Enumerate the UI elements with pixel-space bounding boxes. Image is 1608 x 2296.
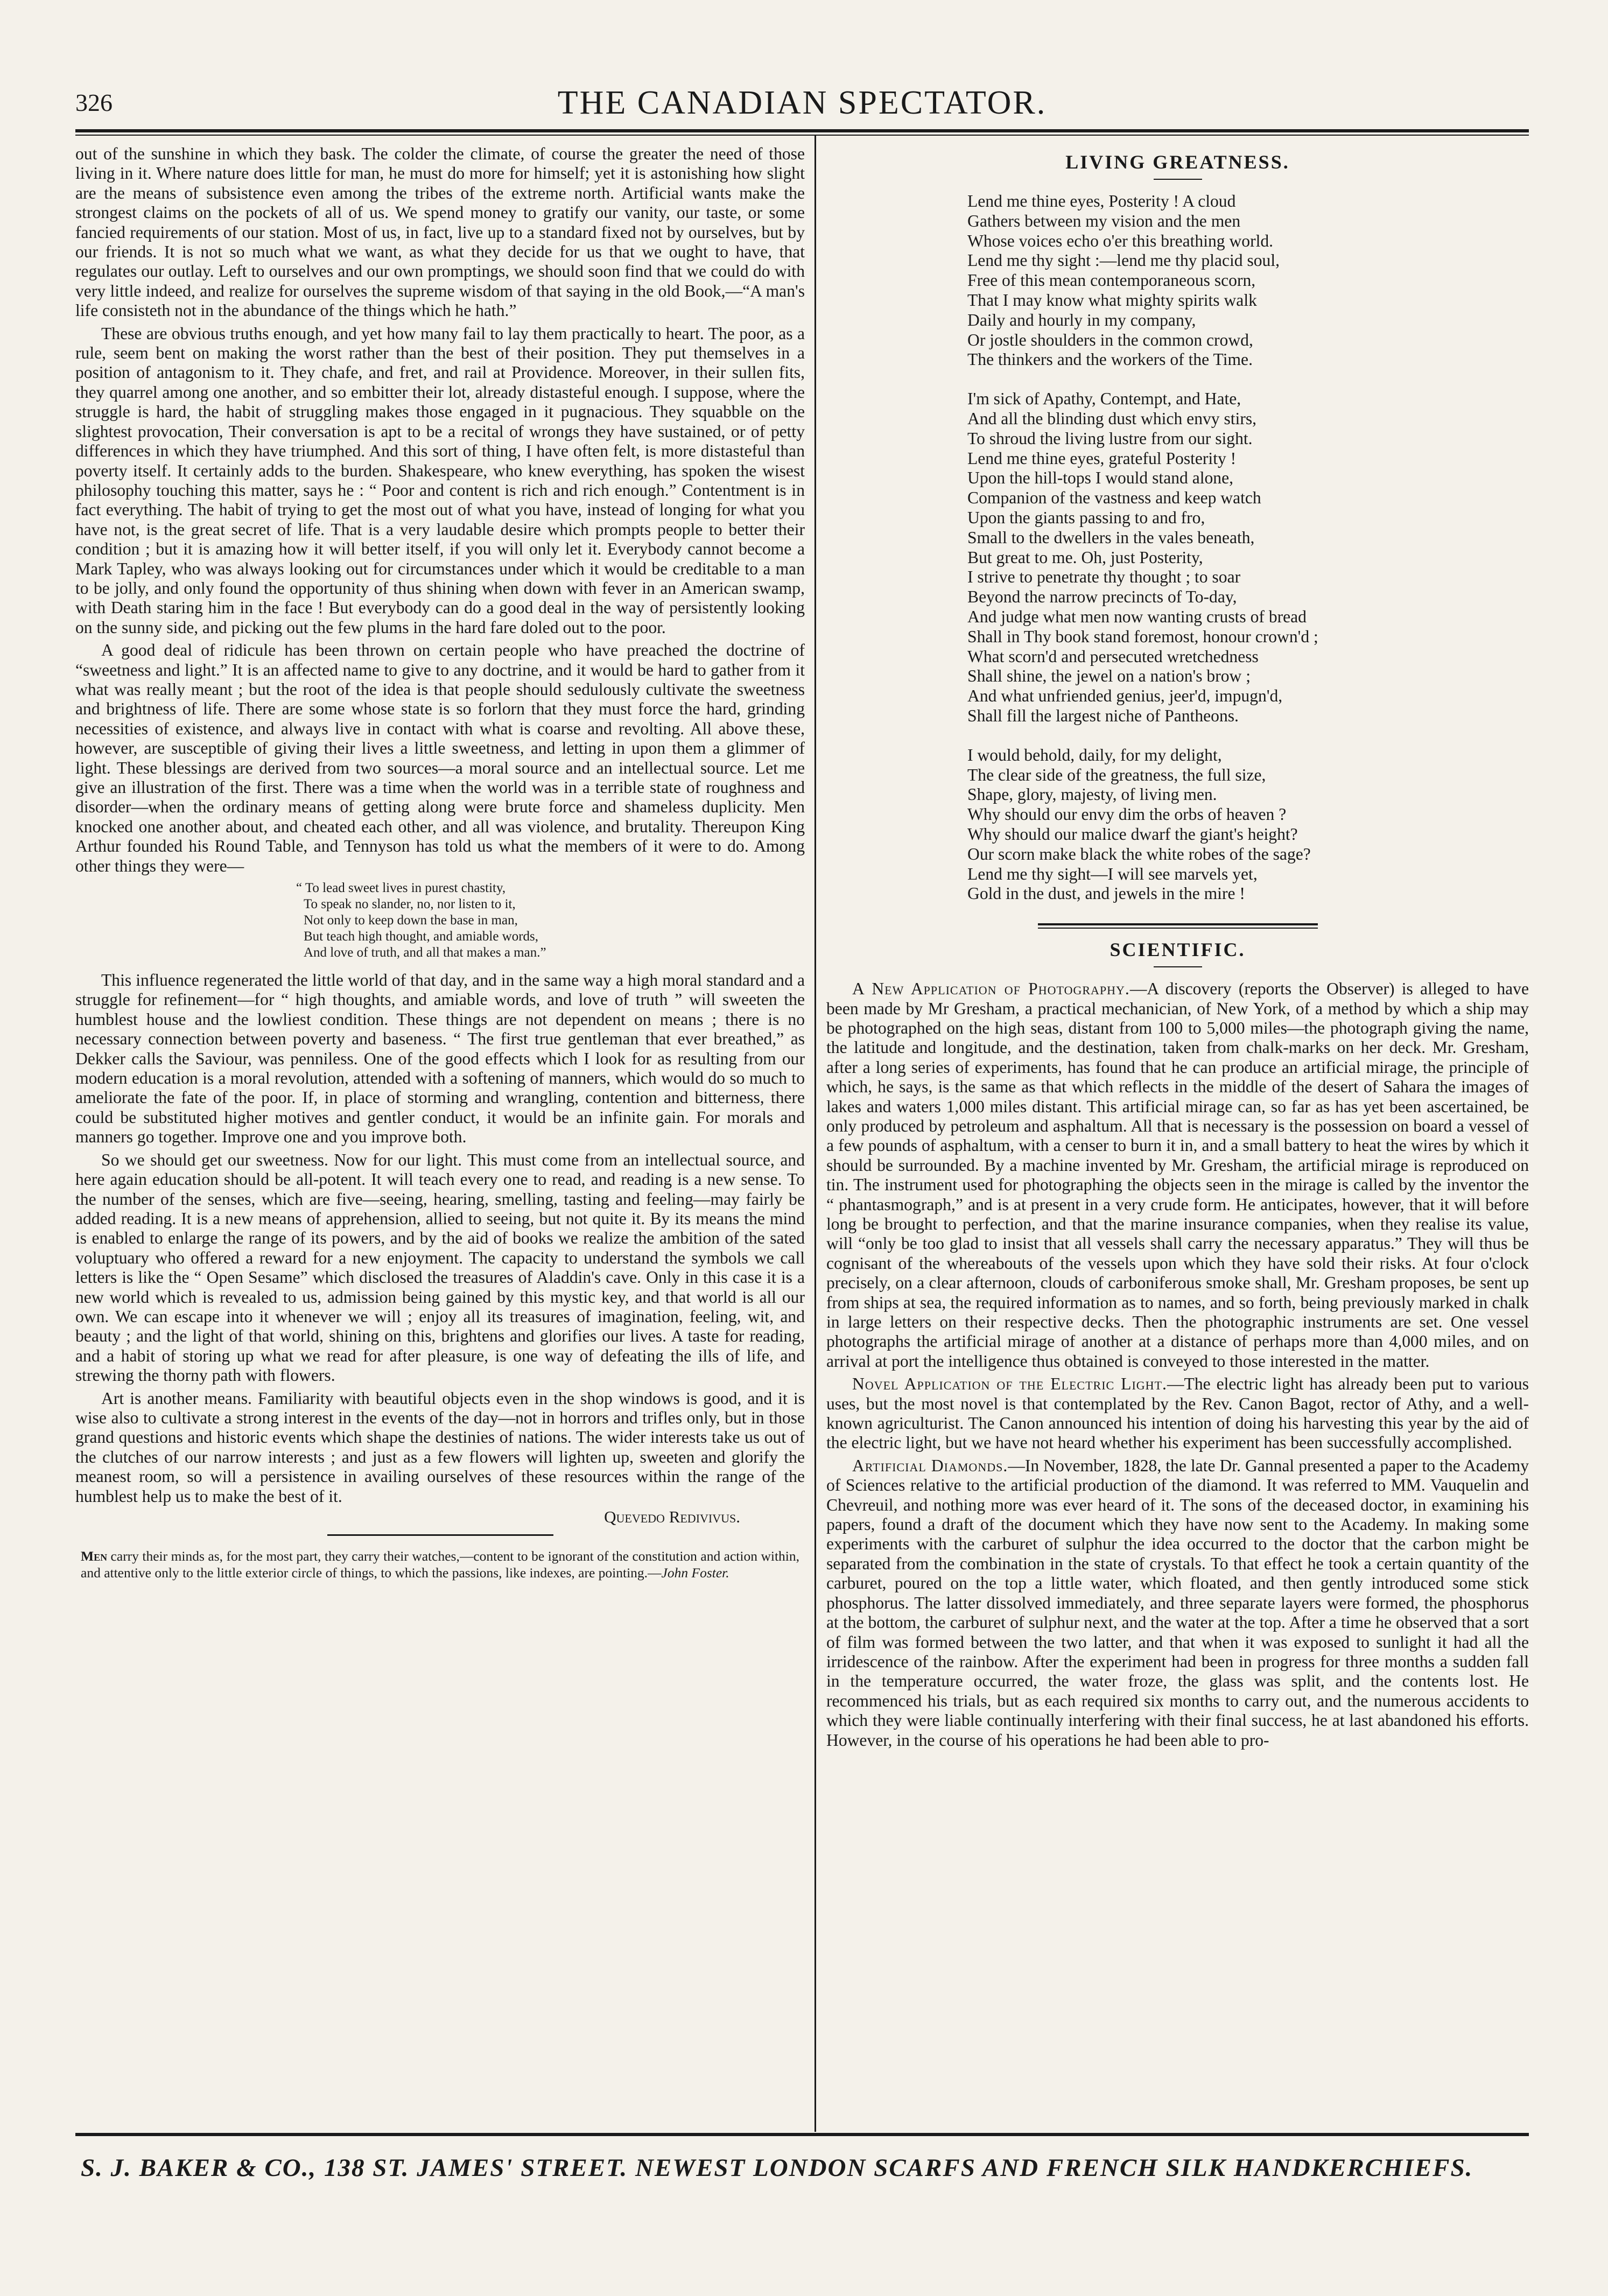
- poem-line: Why should our malice dwarf the giant's height?: [967, 824, 1298, 844]
- header-rule-thin: [75, 135, 1529, 136]
- epigraph: [81, 1548, 799, 1581]
- epigraph-citation: John Foster.: [661, 1565, 729, 1581]
- author-signature: Quevedo Redivivus.: [604, 1507, 740, 1526]
- article-heading: A New Application of Photography.: [852, 979, 1130, 999]
- epigraph-body: carry their minds as, for the most part, they carry their watches,—content to be ignorant of the constitution and action within, and attentive only to the little exterior circle of things, to which the passions, like indexes, are pointing.—: [81, 1548, 799, 1581]
- poem-line: To shroud the living lustre from our sight.: [967, 429, 1253, 448]
- poem-line: I strive to penetrate thy thought ; to soar: [967, 567, 1241, 587]
- article-heading: Artificial Diamonds.: [852, 1456, 1008, 1475]
- poem-line: Beyond the narrow precincts of To-day,: [967, 587, 1237, 607]
- poem-line: Lend me thine eyes, grateful Posterity !: [967, 448, 1237, 468]
- scientific-article: [826, 1456, 1529, 1750]
- article-body: —A discovery (reports the Observer) is alleged to have been made by Mr Gresham, a practical mechanician, of New York, of a method by which a ship may be photographed on the high seas, distant from 100 to 5,000 miles—the photograph giving the name, the latitude and longitude, and the destination, taken from chalk-marks on her deck. Mr. Gresham, after a long series of experiments, has found that he can produce an artificial mirage, the principle of which, he says, is the same as that which reflects in the middle of the desert of Sahara the images of lakes and waters 1,000 miles distant. This artificial mirage can, so far as has yet been ascertained, be only produced by petroleum and asphaltum. All that is necessary is the possession on board a vessel of a few pounds of asphaltum, with a censer to burn it in, and a small battery to heat the wires by which it should be surrounded. By a machine invented by Mr. Gresham, the artificial mirage is reproduced on tin. The instrument used for photographing the objects seen in the mirage is called by the inventor the “ phantasmograph,” and is at present in a very crude form. He anticipates, however, that it will before long be brought to perfection, and that the marine insurance companies, when they realise its value, will “only be too glad to insist that all vessels shall carry the necessary apparatus.” They will thus be cognisant of the whereabouts of the vessels upon which they have sold their risks. At four o'clock precisely, on a clear afternoon, clouds of carboniferous smoke shall, Mr. Gresham proposes, be sent up from ships at sea, the required information as to names, and so forth, being previously marked in chalk in large letters on their respective decks. Then the photographic instruments are set. One vessel photographs the artificial mirage of another at a distance of perhaps more than 4,000 miles, and on arrival at port the intelligence thus obtained is conveyed to those interested in the matter.: [826, 979, 1529, 1371]
- masthead-title: THE CANADIAN SPECTATOR.: [557, 85, 1047, 121]
- poem-line: Why should our envy dim the orbs of heaven ?: [967, 805, 1287, 824]
- poem-line: What scorn'd and persecuted wretchedness: [967, 647, 1259, 666]
- poem-line: The thinkers and the workers of the Time.: [967, 350, 1253, 369]
- article-body: —In November, 1828, the late Dr. Gannal presented a paper to the Academy of Sciences relative to the artificial production of the diamond. It was referred to MM. Vauquelin and Chevreuil, and nothing more was ever heard of it. The sons of the deceased doctor, in examining his papers, found a draft of the document which they have now sent to the Academy. In making some experiments with the carburet of sulphur the idea occurred to the doctor that the carbon might be separated from the combination in the state of crystals. To that effect he took a certain quantity of the carburet, poured on the top a little water, which floated, and then gently introduced some stick phosphorus. The latter dissolved immediately, and three separate layers were formed, the phosphorus at the bottom, the carburet of sulphur next, and the water at the top. After a time he observed that a sort of film was formed between the two latter, and that when it was exposed to sunlight it had all the irridescence of the rainbow. After the experiment had been in progress for three months a sudden fall in the temperature occurred, the water froze, the glass was split, and the contents lost. He recommenced his trials, but as each required six months to carry out, and the numerous accidents to which they were liable continually interfering with their final success, he at last abandoned his efforts. However, in the course of his operations he had been able to pro-: [826, 1456, 1529, 1750]
- left-column: [75, 144, 805, 2131]
- page-header: [75, 81, 1529, 129]
- poem-line: Free of this mean contemporaneous scorn,: [967, 271, 1256, 290]
- poem-line: I'm sick of Apathy, Contempt, and Hate,: [967, 389, 1241, 409]
- article-paragraph: This influence regenerated the little world of that day, and in the same way a high moral standard and a struggle for refinement—for “ high thoughts, and amiable words, and love of truth ” will sweeten the humblest house and the lowliest condition. These things are not dependent on means ; there is no necessary connection between poverty and baseness. “ The first true gentleman that ever breathed,” as Dekker calls the Saviour, was penniless. One of the good effects which I look for as resulting from our modern education is a moral revolution, attended with a softening of manners, which would do so much to ameliorate the fate of the poor. If, in place of storming and wrangling, contention and bitterness, there could be substituted higher motives and gentler conduct, it would be an infinite gain. For morals and manners go together. Improve one and you improve both.: [75, 971, 805, 1147]
- poem-title: LIVING GREATNESS.: [1065, 151, 1290, 173]
- poem-line: Lend me thy sight—I will see marvels yet,: [967, 864, 1258, 883]
- article-paragraph: So we should get our sweetness. Now for our light. This must come from an intellectual source, and here again education should be all-potent. It will teach every one to read, and reading is a new sense. To the number of the senses, which are five—seeing, hearing, smelling, tasting and feeling—may fairly be added reading. It is a new means of apprehension, allied to seeing, but not quite it. By its means the mind is enabled to enlarge the range of its powers, and by the aid of books we realize the ambition of the sated voluptuary who offered a reward for a new enjoyment. The capacity to understand the symbols we call letters is like the “ Open Sesame” which disclosed the treasures of Aladdin's cave. Only in this case it is a new world which is revealed to us, admission being gained by this mystic key, and that world is all our own. We can escape into it whenever we will ; enjoy all its treasures of imagination, feeling, wit, and beauty ; and the light of that world, shining on this, brightens and glorifies our lives. A taste for reading, and a habit of storing up what we read for after pleasure, is one way of defeating the ills of life, and strewing the thorny path with flowers.: [75, 1150, 805, 1385]
- right-column: [826, 144, 1529, 2131]
- poem-line: I would behold, daily, for my delight,: [967, 745, 1222, 764]
- poem-line: Lend me thine eyes, Posterity ! A cloud: [967, 192, 1236, 210]
- quote-line: Not only to keep down the base in man,: [304, 913, 518, 928]
- poem-stanza: [967, 746, 1529, 904]
- poem-line: Daily and hourly in my company,: [967, 310, 1196, 329]
- tennyson-quote: [296, 880, 805, 961]
- poem-line: Shape, glory, majesty, of living men.: [967, 785, 1217, 804]
- article-paragraph: A good deal of ridicule has been thrown on certain people who have preached the doctrine of “sweetness and light.” It is an affected name to give to any doctrine, and it would be hard to gather from it what was really meant ; but the root of the idea is that people should sedulously cultivate the sweetness and brightness of life. There are some whose state is so forlorn that they must force the hard, grinding necessities of existence, and always live in contact with what is coarse and revolting. All above these, however, are susceptible of giving their lives a little sweetness, and letting in upon them a glimmer of light. These blessings are derived from two sources—a moral source and an intellectual source. Let me give an illustration of the first. There was a time when the world was in a terrible state of roughness and disorder—when the ordinary means of getting along were brute force and shameless duplicity. Men knocked one another about, and cheated each other, and all was violence, and brutality. Thereupon King Arthur founded his Round Table, and Tennyson has told us what the members of it were to do. Among other things they were—: [75, 641, 805, 875]
- poem-line: Lend me thy sight :—lend me thy placid soul,: [967, 251, 1280, 270]
- article-paragraph: out of the sunshine in which they bask. The colder the climate, of course the greater the need of those living in it. Where nature does little for man, he must do more for himself; yet it is astonishing how slight are the means of subsistence even among the tribes of the extreme north. Artificial wants make the strongest claims on the pockets of all of us. We spend money to gratify our vanity, our taste, or some fancied requirements of our station. Most of us, in fact, live up to a standard fixed not by ourselves, but by our friends. It is not so much what we want, as what they decide for us that we ought to have, that regulates our outlay. Left to ourselves and our own promptings, we should soon find that we could do with very little indeed, and realize for ourselves the supreme wisdom of that saying in the old Book,—“A man's life consisteth not in the abundance of the things which he hath.”: [75, 144, 805, 320]
- poem-line: Or jostle shoulders in the common crowd,: [967, 330, 1253, 349]
- poem-line: The clear side of the greatness, the full size,: [967, 765, 1266, 784]
- poem-stanza: [967, 192, 1529, 370]
- quote-line: To speak no slander, no, nor listen to it,: [304, 897, 516, 912]
- quote-line: But teach high thought, and amiable words,: [304, 929, 539, 944]
- poem-line: Upon the hill-tops I would stand alone,: [967, 468, 1234, 488]
- epigraph-lead: Men: [81, 1548, 108, 1564]
- footer-advertisement: [75, 2138, 1529, 2203]
- section-separator: [327, 1534, 553, 1536]
- quote-line: And love of truth, and all that makes a man.”: [304, 945, 546, 960]
- scientific-article: [826, 979, 1529, 1371]
- header-rule: [75, 129, 1529, 132]
- poem-line: Small to the dwellers in the vales beneath,: [967, 528, 1255, 547]
- poem-line: Our scorn make black the white robes of the sage?: [967, 844, 1311, 863]
- poem-line: Shall fill the largest niche of Pantheons.: [967, 706, 1239, 725]
- article-heading: Novel Application of the Electric Light.: [852, 1374, 1167, 1394]
- poem-line: But great to me. Oh, just Posterity,: [967, 547, 1203, 567]
- poem-line: Companion of the vastness and keep watch: [967, 488, 1261, 508]
- poem-line: Shall shine, the jewel on a nation's brow ;: [967, 666, 1251, 686]
- article-paragraph: These are obvious truths enough, and yet how many fail to lay them practically to heart. The poor, as a rule, seem bent on making the worst rather than the best of their position. They put themselves in a position of antagonism to it. They chafe, and fret, and rail at Providence. Moreover, in their sullen fits, they quarrel among one another, and so embitter their lot, already distasteful enough. I suppose, where the struggle is hard, the habit of struggling makes those engaged in it pugnacious. They squabble on the slightest provocation, Their conversation is apt to be a recital of wrongs they have sustained, or of petty differences in which they have triumphed. And this sort of thing, I have often felt, is more distasteful than poverty itself. It certainly adds to the burden. Shakespeare, who knew everything, has spoken the wisest philosophy touching this matter, says he : “ Poor and content is rich and rich enough.” Contentment is in fact everything. The habit of trying to get the most out of what you have, instead of longing for what you have not, is the great secret of life. That is a very laudable desire which prompts people to better their condition ; but it is amazing how it will better itself, if you will only let it. Everybody cannot become a Mark Tapley, who was always looking out for circumstances under which it would be creditable to a man to be jolly, and only found the opportunity of thus shining when down with fever in an American swamp, with Death staring him in the face ! But everybody can do a good deal in the way of persistently looking on the sunny side, and picking out the few plums in the hard fare doled out to the poor.: [75, 324, 805, 637]
- poem-line: Upon the giants passing to and fro,: [967, 508, 1205, 527]
- footer-rule: [75, 2133, 1529, 2136]
- poem-line: And all the blinding dust which envy stirs,: [967, 409, 1257, 428]
- advertisement-text: S. J. BAKER & CO., 138 ST. JAMES' STREET. NEWEST LONDON SCARFS AND FRENCH SILK HANDKERCHIEFS.: [81, 2154, 1473, 2182]
- poem-line: Gold in the dust, and jewels in the mire !: [967, 884, 1245, 903]
- column-divider: [814, 135, 816, 2132]
- poem-line: Gathers between my vision and the men: [967, 211, 1241, 230]
- poem: [967, 192, 1529, 904]
- section-double-rule: [1038, 923, 1318, 929]
- title-dash: [1154, 179, 1202, 180]
- poem-line: Shall in Thy book stand foremost, honour crown'd ;: [967, 627, 1318, 646]
- poem-line: And judge what men now wanting crusts of bread: [967, 607, 1307, 626]
- page-number: 326: [75, 89, 113, 116]
- poem-line: And what unfriended genius, jeer'd, impugn'd,: [967, 686, 1283, 706]
- scientific-article: [826, 1374, 1529, 1453]
- section-title-scientific: SCIENTIFIC.: [1110, 939, 1246, 961]
- poem-line: That I may know what mighty spirits walk: [967, 290, 1257, 310]
- poem-line: Whose voices echo o'er this breathing world.: [967, 231, 1274, 250]
- title-dash: [1154, 966, 1202, 967]
- article-body: —The electric light has already been put to various uses, but the most novel is that contemplated by the Rev. Canon Bagot, rector of Athy, and a well-known agriculturist. The Canon announced his intention of doing his harvesting this year by the aid of the electric light, but we have not heard whether his experiment has been successfully accomplished.: [826, 1374, 1529, 1452]
- quote-line: “ To lead sweet lives in purest chastity,: [296, 881, 506, 896]
- article-paragraph: Art is another means. Familiarity with beautiful objects even in the shop windows is good, and it is wise also to cultivate a strong interest in the events of the day—not in horrors and trifles only, but in those grand questions and historic events which shape the destinies of nations. The wider interests take us out of the clutches of our narrow interests ; and just as a few flowers will lighten up, sweeten and glorify the meanest room, so will a persistence in availing ourselves of these resources within the range of the humblest help us to make the best of it.: [75, 1388, 805, 1506]
- poem-stanza: [967, 389, 1529, 726]
